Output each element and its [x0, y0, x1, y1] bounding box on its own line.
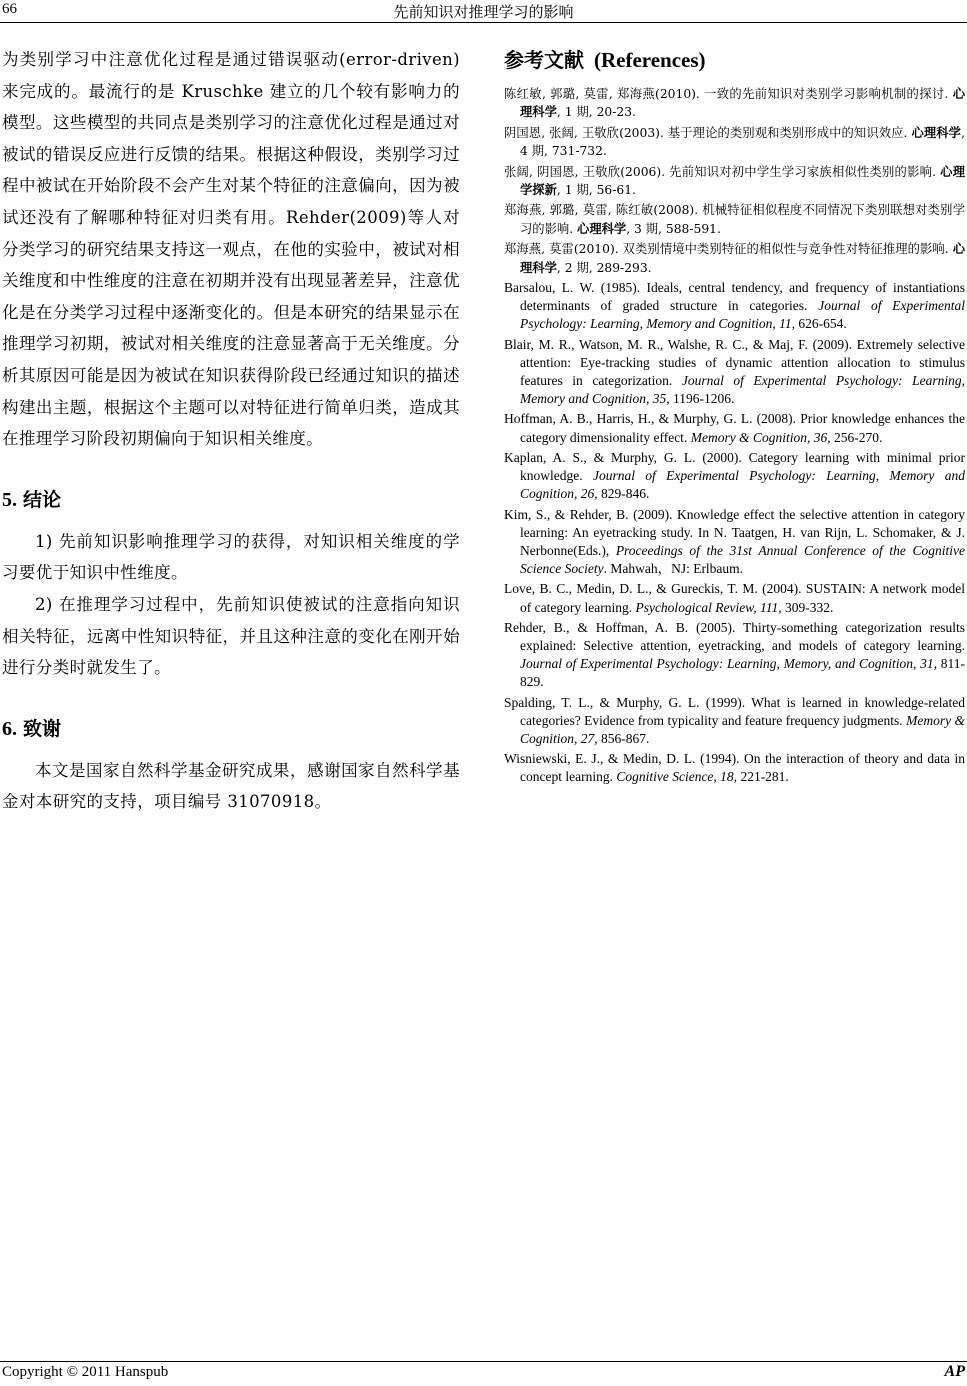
left-column — [2, 44, 460, 818]
reference-text: 陈红敏, 郭璐, 莫雷, 郑海燕(2010). 一致的先前知识对类别学习影响机制的探讨. — [504, 87, 953, 101]
reference-item — [504, 750, 965, 786]
reference-item — [504, 410, 965, 446]
reference-list — [504, 85, 965, 787]
footer-copyright: Copyright © 2011 Hanspub — [2, 1364, 169, 1380]
reference-text: Spalding, T. L., & Murphy, G. L. (1999). What is learned in knowledge-related categories? Evidence from typicality and feature frequency judgments. — [504, 694, 965, 728]
reference-item — [504, 449, 965, 504]
reference-text: 郑海燕, 莫雷(2010). 双类别情境中类别特征的相似性与竞争性对特征推理的影响. — [504, 242, 953, 257]
reference-journal: 心理科学 — [577, 221, 627, 236]
page-number: 66 — [2, 1, 17, 17]
intro-paragraph: 为类别学习中注意优化过程是通过错误驱动(error-driven)来完成的。最流行的是 Kruschke 建立的几个较有影响力的模型。这些模型的共同点是类别学习的注意优化过程是通过对被试的错误反应进行反馈的结果。根据这种假设，类别学习过程中被试在开始阶段不会产生对某个特征的注意偏向，因为被试还没有了解哪种特征对归类有用。Rehder(2009)等人对分类学习的研究结果支持这一观点，在他的实验中，被试对相关维度和中性维度的注意在初期并没有出现显著差异，注意优化是在分类学习过程中逐渐变化的。但是本研究的结果显示在推理学习初期，被试对相关维度的注意显著高于无关维度。分析其原因可能是因为被试在知识获得阶段已经通过知识的描述构建出主题，根据这个主题可以对特征进行简单归类，造成其在推理学习阶段初期偏向于知识相关维度。 — [2, 50, 460, 449]
reference-journal: 心理学探新 — [520, 164, 965, 198]
reference-item — [504, 240, 965, 277]
reference-pages: 221-281. — [737, 769, 789, 785]
reference-pages: 309-332. — [781, 599, 834, 615]
reference-item — [504, 201, 965, 238]
reference-text: Blair, M. R., Watson, M. R., Walshe, R. C., & Maj, F. (2009). Extremely selective attention: Eye-tracking studies of dynamic attention allocation to stimulus features in categorization. — [504, 336, 965, 389]
footer-journal-abbr: AP — [944, 1363, 965, 1380]
reference-text: Kim, S., & Rehder, B. (2009). Knowledge effect the selective attention in category learning: An eyetracking study. In N. Taatgen, H. van Rijn, L. Schomaker, & J. Nerbonne(Eds.), — [504, 506, 965, 558]
reference-source: Memory & Cognition, 27, — [520, 712, 965, 746]
reference-text: Hoffman, A. B., Harris, H., & Murphy, G. L. (2008). Prior knowledge enhances the category dimensionality effect. — [504, 411, 965, 445]
reference-item — [504, 279, 965, 334]
reference-item — [504, 124, 965, 161]
reference-pages: , 4 期, 731-732. — [520, 125, 965, 159]
reference-source: Psychological Review, 111, — [635, 599, 782, 615]
conclusion-point-1: 1) 先前知识影响推理学习的获得，对知识相关维度的学习要优于知识中性维度。 — [2, 531, 460, 583]
reference-pages: 626-654. — [794, 316, 847, 332]
reference-journal: 心理科学 — [520, 242, 965, 275]
reference-pages: 811-829. — [520, 656, 965, 690]
reference-item — [504, 506, 965, 579]
reference-text: Barsalou, L. W. (1985). Ideals, central tendency, and frequency of instantiations determinants of graded structure in categories. — [504, 280, 965, 314]
reference-text: Love, B. C., Medin, D. L., & Gureckis, T. M. (2004). SUSTAIN: A network model of category learning. — [504, 581, 965, 615]
reference-source: Journal of Experimental Psychology: Learning, Memory and Cognition, 11, — [520, 298, 966, 332]
reference-item — [504, 580, 965, 616]
reference-pages: 829-846. — [597, 486, 650, 502]
reference-item — [504, 85, 965, 122]
reference-source: Memory & Cognition, 36, — [690, 429, 831, 445]
running-title: 先前知识对推理学习的影响 — [393, 3, 574, 21]
reference-source: Journal of Experimental Psychology: Learning, Memory and Cognition, 35, — [520, 373, 966, 407]
conclusion-heading — [2, 485, 460, 512]
reference-pages: , 1 期, 20-23. — [556, 105, 636, 120]
footer-rule — [0, 1361, 967, 1362]
reference-source: Proceedings of the 31st Annual Conference of the Cognitive Science Society — [520, 542, 965, 577]
reference-pages: 1196-1206. — [669, 391, 735, 407]
acknowledgement-heading — [2, 714, 460, 741]
references-title-cn: 参考文献 — [504, 48, 584, 72]
right-column — [504, 44, 965, 789]
conclusion-title: 结论 — [23, 488, 62, 511]
reference-journal: 心理科学 — [520, 87, 965, 120]
reference-pages: 856-867. — [597, 730, 650, 746]
reference-source: Journal of Experimental Psychology: Learning, Memory and Cognition, 26, — [520, 468, 966, 502]
reference-item — [504, 694, 965, 749]
reference-pages: , 2 期, 289-293. — [556, 260, 652, 275]
reference-text: 阴国恩, 张阔, 王敬欣(2003). 基于理论的类别观和类别形成中的知识效应. — [504, 125, 912, 140]
reference-text: 郑海燕, 郭璐, 莫雷, 陈红敏(2008). 机械特征相似程度不同情况下类别联想对类别学习的影响. — [504, 203, 965, 236]
reference-item — [504, 336, 965, 409]
references-heading — [504, 44, 965, 73]
acknowledgement-title: 致谢 — [23, 717, 62, 740]
acknowledgement-paragraph: 本文是国家自然科学基金研究成果，感谢国家自然科学基金对本研究的支持，项目编号 31070918。 — [2, 760, 460, 812]
header-rule — [0, 22, 967, 23]
reference-journal: 心理科学 — [911, 125, 962, 140]
reference-source: Cognitive Science, 18, — [616, 769, 738, 785]
reference-source: Journal of Experimental Psychology: Learning, Memory, and Cognition, 31, — [520, 656, 937, 672]
reference-text: Rehder, B., & Hoffman, A. B. (2005). Thirty-something categorization results explained: Selective attention, eyetracking, and models of category learning. — [504, 619, 965, 653]
acknowledgement-number: 6. — [2, 717, 17, 740]
reference-pages: . Mahwah，NJ: Erlbaum. — [603, 561, 744, 577]
reference-pages: 256-270. — [830, 429, 883, 445]
reference-pages: , 3 期, 588-591. — [626, 221, 721, 236]
conclusion-number: 5. — [2, 488, 17, 511]
reference-text: Kaplan, A. S., & Murphy, G. L. (2000). Category learning with minimal prior knowledge. — [504, 449, 965, 484]
references-title-en: (References) — [594, 48, 706, 72]
reference-pages: , 1 期, 56-61. — [556, 183, 636, 198]
reference-text: Wisniewski, E. J., & Medin, D. L. (1994). On the interaction of theory and data in concept learning. — [504, 751, 965, 785]
reference-item — [504, 163, 965, 200]
reference-text: 张阔, 阴国恩, 王敬欣(2006). 先前知识对初中学生学习家族相似性类别的影响. — [504, 164, 941, 179]
reference-item — [504, 619, 965, 692]
conclusion-point-2: 2) 在推理学习过程中，先前知识使被试的注意指向知识相关特征，远离中性知识特征，并且这种注意的变化在刚开始进行分类时就发生了。 — [2, 594, 460, 678]
